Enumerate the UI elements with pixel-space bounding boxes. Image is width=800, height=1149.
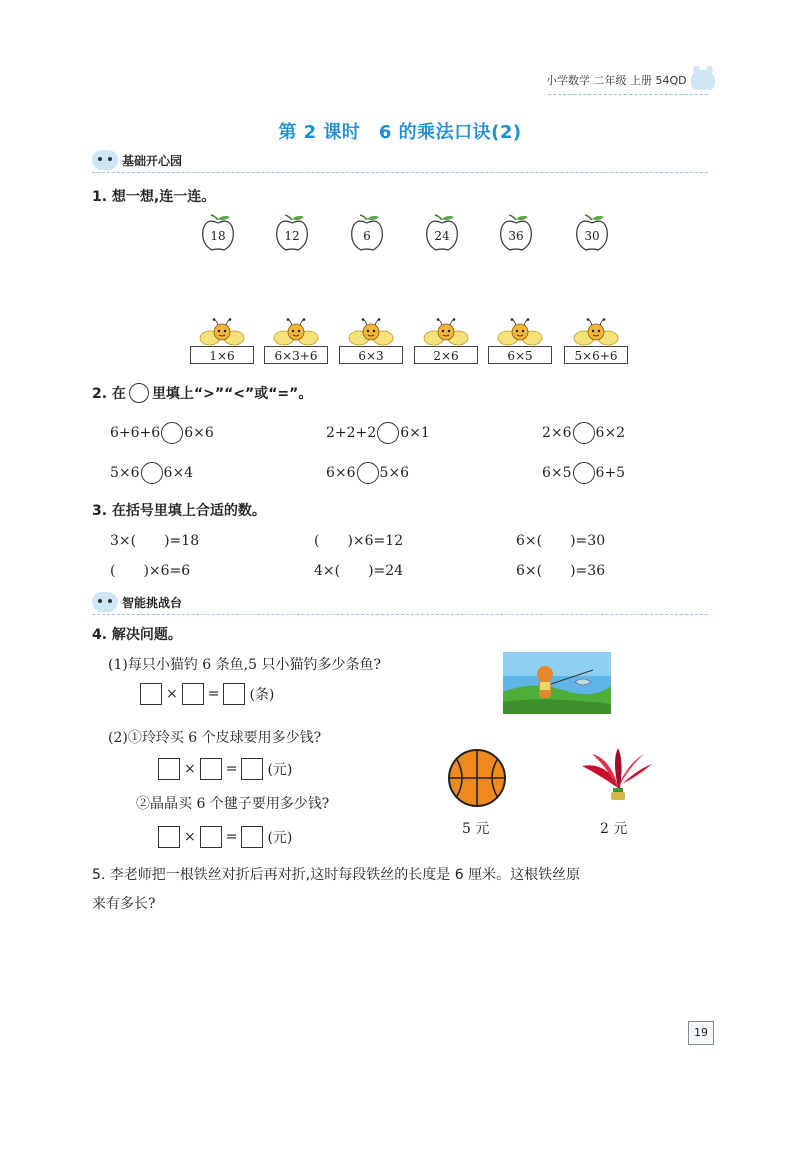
answer-box[interactable] [182,683,204,705]
comparison-circle[interactable] [377,422,399,444]
answer-box[interactable] [200,758,222,780]
fill-in-item[interactable]: 6×( )=36 [516,563,606,579]
fill-in-item[interactable]: 4×( )=24 [314,563,404,579]
bee-card[interactable] [190,318,254,364]
apple-number[interactable] [200,214,236,252]
comparison-circle[interactable] [573,422,595,444]
bee-card[interactable] [488,318,552,364]
book-tag-text: 小学数学 二年级 上册 54QD [546,74,687,87]
comparison-item [110,462,193,484]
comparison-right: 6×1 [400,425,430,441]
bee-icon [339,318,403,348]
bee-expression: 6×5 [488,346,552,364]
q4-part3: ②晶晶买 6 个毽子要用多少钱? [136,796,330,812]
bee-icon [264,318,328,348]
q1-prompt: 1. 想一想,连一连。 [92,189,216,205]
bee-card[interactable] [339,318,403,364]
unit-label: (条) [249,687,275,703]
equals-sign: = [207,686,220,702]
apple-number[interactable] [498,214,534,252]
shuttlecock-price: 2 元 [600,821,628,837]
section-divider [92,172,708,173]
bee-expression: 1×6 [190,346,254,364]
fill-in-item[interactable]: 6×( )=30 [516,533,606,549]
bee-card[interactable] [414,318,478,364]
apple-label: 24 [434,229,450,243]
bee-card[interactable] [264,318,328,364]
answer-box[interactable] [140,683,162,705]
comparison-right: 5×6 [379,465,410,481]
cat-fishing-picture [503,652,611,714]
panda-icon [92,592,118,612]
fill-in-item[interactable]: ( )×6=6 [110,563,191,579]
apple-number[interactable] [349,214,385,252]
page-number: 19 [688,1021,714,1045]
fill-in-item[interactable]: ( )×6=12 [314,533,404,549]
section-divider [92,614,708,615]
apple-label: 12 [284,229,300,243]
bee-expression: 5×6+6 [564,346,628,364]
bear-icon [691,70,715,90]
answer-box[interactable] [158,758,180,780]
bee-expression: 6×3+6 [264,346,328,364]
comparison-left: 2×6 [542,425,572,441]
q2-prompt [92,383,312,403]
comparison-item [542,422,625,444]
comparison-left: 6×5 [542,465,572,481]
answer-box[interactable] [158,826,180,848]
times-sign: × [184,829,196,845]
apple-label: 36 [508,229,524,243]
comparison-left: 2+2+2 [326,425,377,441]
q5-line1 [92,864,580,884]
panda-icon [92,150,118,170]
bee-icon [564,318,628,348]
comparison-item [542,462,625,484]
comparison-circle[interactable] [161,422,183,444]
comparison-circle[interactable] [357,462,379,484]
comparison-left: 6+6+6 [110,425,161,441]
comparison-right: 6×6 [184,425,214,441]
equals-sign: = [225,761,238,777]
q2-prompt-b: 里填上“>”“<”或“=”。 [151,386,313,402]
bee-card[interactable] [564,318,628,364]
comparison-right: 6×4 [163,465,194,481]
bee-expression: 6×3 [339,346,403,364]
comparison-item [326,462,409,484]
q4-part1: (1)每只小猫钓 6 条鱼,5 只小猫钓多少条鱼? [108,657,381,673]
equals-sign: = [225,829,238,845]
header-divider [548,94,708,95]
answer-box[interactable] [241,758,263,780]
comparison-left: 6×6 [326,465,356,481]
apple-number[interactable] [424,214,460,252]
basketball-picture [446,748,508,808]
apple-label: 18 [210,229,226,243]
section-basic [92,150,182,170]
q3-prompt: 3. 在括号里填上合适的数。 [92,503,266,519]
q4-part1-equation [140,683,274,705]
apple-label: 30 [584,229,600,243]
answer-box[interactable] [241,826,263,848]
bee-expression: 2×6 [414,346,478,364]
comparison-circle[interactable] [573,462,595,484]
times-sign: × [166,686,178,702]
q4-part3-equation [158,826,292,848]
apple-number[interactable] [274,214,310,252]
shuttlecock-picture [578,744,658,808]
apple-label: 6 [363,229,371,243]
section-challenge-label: 智能挑战台 [122,595,183,610]
comparison-right: 6+5 [595,465,626,481]
q4-prompt: 4. 解决问题。 [92,627,182,643]
bee-icon [190,318,254,348]
apple-number[interactable] [574,214,610,252]
page-title: 第 2 课时 6 的乘法口诀(2) [278,122,522,143]
comparison-item [326,422,430,444]
bee-icon [414,318,478,348]
bee-icon [488,318,552,348]
comparison-item [110,422,214,444]
section-basic-label: 基础开心园 [122,153,183,168]
comparison-left: 5×6 [110,465,140,481]
section-challenge [92,592,182,612]
ball-price: 5 元 [462,821,490,837]
circle-icon [129,383,149,403]
comparison-circle[interactable] [141,462,163,484]
comparison-right: 6×2 [595,425,626,441]
book-tag [546,68,715,92]
unit-label: (元) [267,830,293,846]
answer-box[interactable] [223,683,245,705]
q4-part2-equation [158,758,292,780]
answer-box[interactable] [200,826,222,848]
q5-line2: 来有多长? [92,896,156,912]
q5-text-line1: 5. 李老师把一根铁丝对折后再对折,这时每段铁丝的长度是 6 厘米。这根铁丝原 [92,867,581,883]
fill-in-item[interactable]: 3×( )=18 [110,533,200,549]
times-sign: × [184,761,196,777]
unit-label: (元) [267,762,293,778]
q2-prompt-a: 2. 在 [92,386,126,402]
q4-part2: (2)①玲玲买 6 个皮球要用多少钱? [108,730,322,746]
